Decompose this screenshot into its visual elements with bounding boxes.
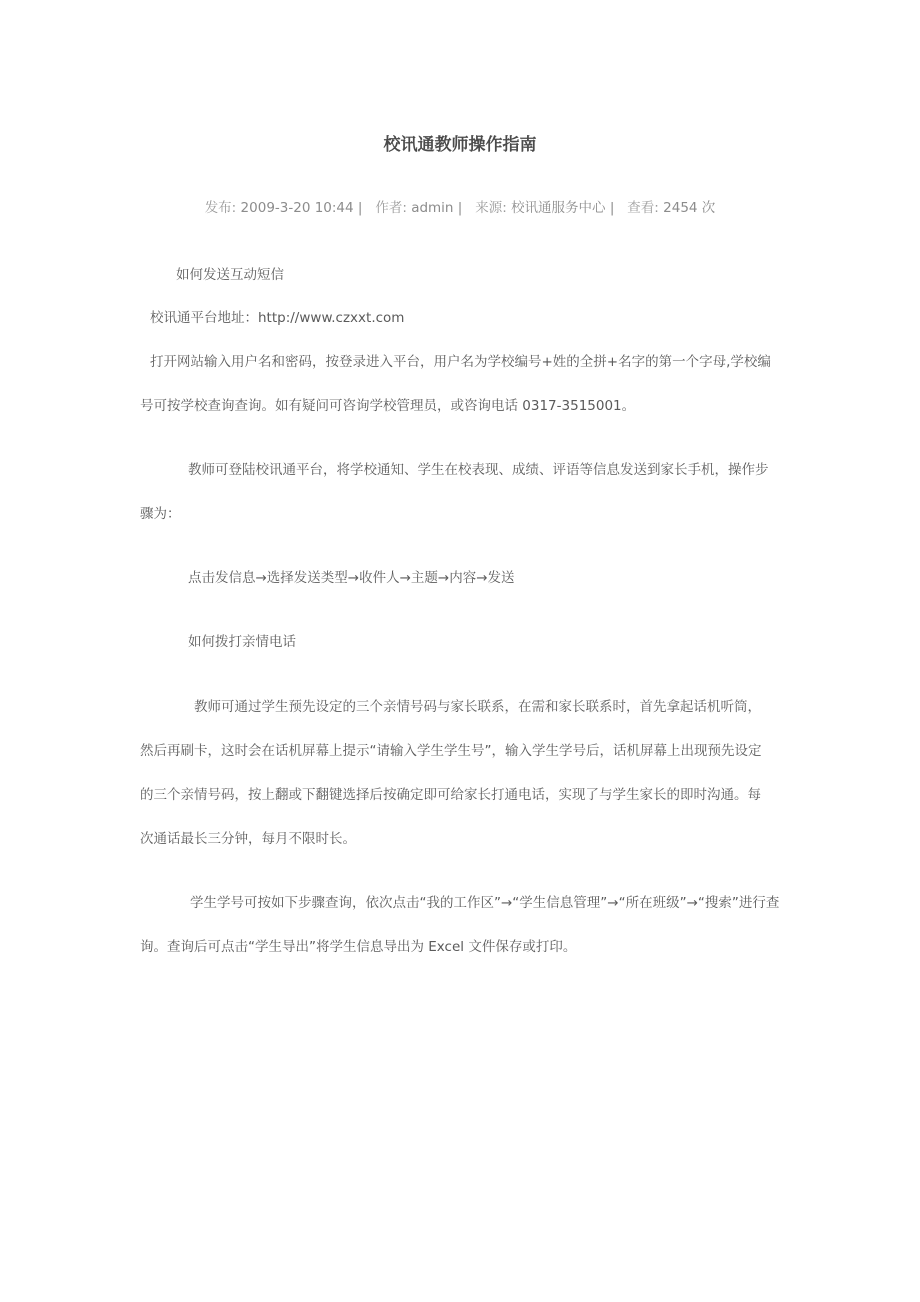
published-label: 发布: (204, 200, 237, 216)
family-call-line-1: 教师可通过学生预先设定的三个亲情号码与家长联系，在需和家长联系时，首先拿起话机听筒， (194, 699, 761, 715)
views-value: 2454 次 (663, 200, 716, 216)
family-call-line-4: 次通话最长三分钟，每月不限时长。 (140, 831, 356, 847)
published-value: 2009-3-20 10:44 | (240, 200, 363, 216)
family-call-line-3: 的三个亲情号码，按上翻或下翻键选择后按确定即可给家长打通电话，实现了与学生家长的即时沟通。每 (140, 787, 761, 803)
heading-family-call: 如何拨打亲情电话 (188, 634, 296, 650)
heading-send-sms: 如何发送互动短信 (176, 267, 284, 283)
teacher-platform-line-2: 骤为： (140, 506, 181, 522)
source-label: 来源: (475, 200, 507, 216)
views-label: 查看: (627, 200, 659, 216)
family-call-line-2: 然后再刷卡，这时会在话机屏幕上提示“请输入学生学生号”，输入学生学号后，话机屏幕上出现预先设定 (140, 743, 762, 759)
student-id-query-line-2: 询。查询后可点击“学生导出”将学生信息导出为 Excel 文件保存或打印。 (140, 939, 577, 955)
login-instructions-line-2: 号可按学校查询查询。如有疑问可咨询学校管理员，或咨询电话 0317-3515001。 (140, 398, 636, 414)
teacher-platform-line-1: 教师可登陆校讯通平台，将学校通知、学生在校表现、成绩、评语等信息发送到家长手机，操作步 (188, 462, 769, 478)
send-steps: 点击发信息→选择发送类型→收件人→主题→内容→发送 (188, 570, 515, 586)
author-label: 作者: (375, 200, 407, 216)
author-value: admin | (411, 200, 463, 216)
article-meta (0, 196, 920, 216)
login-instructions-line-1: 打开网站输入用户名和密码，按登录进入平台，用户名为学校编号+姓的全拼+名字的第一个字母,学校编 (150, 354, 771, 370)
platform-address: 校讯通平台地址：http://www.czxxt.com (150, 310, 405, 326)
source-value: 校讯通服务中心 | (511, 200, 615, 216)
student-id-query-line-1: 学生学号可按如下步骤查询，依次点击“我的工作区”→“学生信息管理”→“所在班级”→“搜索”进行查 (190, 895, 780, 911)
article-title: 校讯通教师操作指南 (383, 135, 537, 155)
